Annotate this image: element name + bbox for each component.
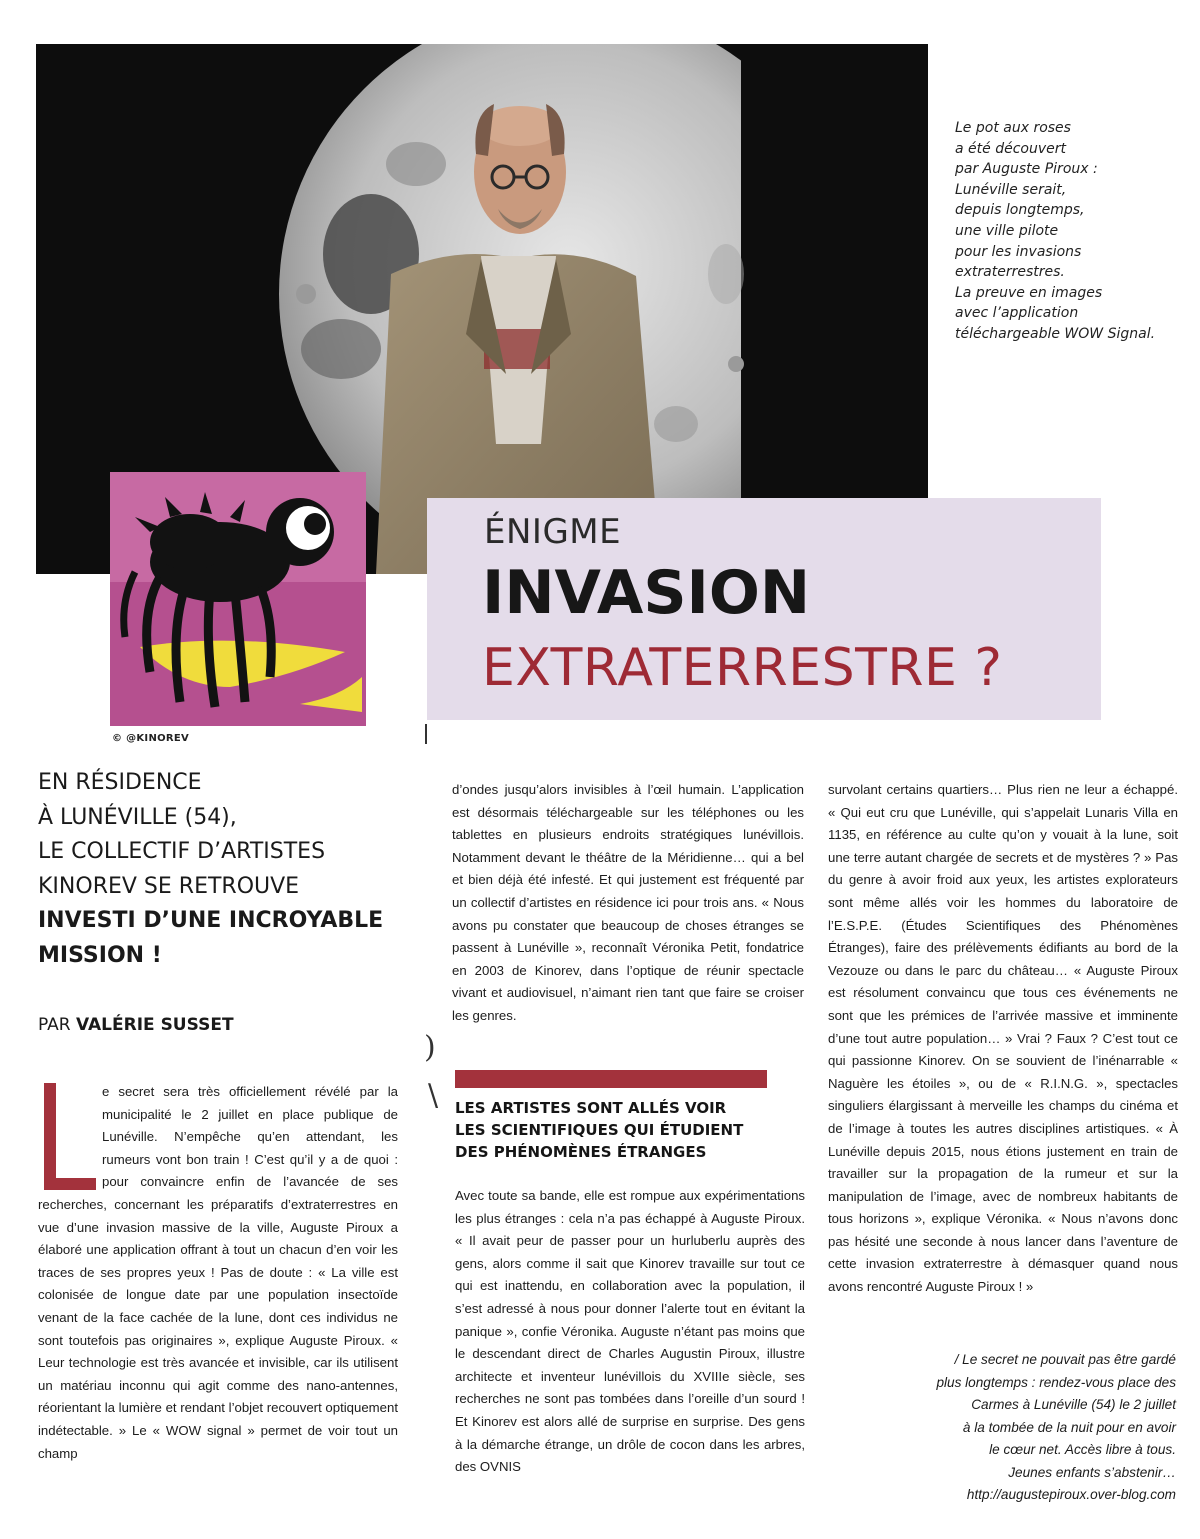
body-column-2: d’ondes jusqu’alors invisibles à l’œil humain. L’application est désormais téléchargeable sur les téléphones ou les tablettes en plusieurs endroits stratégiques lunévillois. Notamment devant le théâtre de la Méridienne… qui a bel et bien déjà été infesté. Et qui justement est fréquenté par un collectif d’artistes en résidence ici pour trois ans. « Nous avons pu constater que beaucoup de choses étranges se passent à Lunéville », reconnaît Véronika Petit, fondatrice en 2003 de Kinorev, dans l’optique de réunir spectacle vivant et audiovisuel, n’aimant rien tant que faire se croiser les genres. bbox=[452, 782, 804, 1023]
subhead-bar bbox=[455, 1070, 767, 1088]
byline bbox=[38, 1015, 234, 1035]
illustration-credit: © @KINOREV bbox=[112, 733, 190, 744]
lede bbox=[38, 766, 408, 973]
title-kicker: ÉNIGME bbox=[484, 512, 622, 552]
byline-prefix: PAR bbox=[38, 1015, 77, 1035]
body-column-1 bbox=[38, 1081, 398, 1465]
brace-mark: ) bbox=[424, 1030, 436, 1065]
subhead: LES ARTISTES SONT ALLÉS VOIR LES SCIENTIFIQUES QUI ÉTUDIENT DES PHÉNOMÈNES ÉTRANGES bbox=[455, 1099, 744, 1161]
insect-image bbox=[110, 472, 366, 726]
insect-illustration bbox=[110, 472, 366, 726]
headline-line-2: EXTRATERRESTRE ? bbox=[482, 638, 1003, 698]
brace-mark: \ bbox=[428, 1078, 439, 1113]
divider-tick bbox=[425, 724, 427, 744]
body-column-1-text: e secret sera très officiellement révélé par la municipalité le 2 juillet en place publique de Lunéville. N’empêche qu’en attendant, les rumeurs vont bon train ! C’est qu’il y a de quoi : pour convaincre enfin de l’avancée de ses recherches, concernant les préparatifs d’extraterrestres en vue d’une invasion massive de la ville, Auguste Piroux a élaboré une application offrant à tout un chacun d’en voir les traces de ses propres yeux ! Pas de doute : « La ville est colonisée de longue date par une population insectoïde venant de la face cachée de la lune, dont ces individus ne sont toutefois pas originaires », explique Auguste Piroux. « Leur technologie est très avancée et invisible, car ils utilisent un matériau inconnu qui agit comme des nano-antennes, réorientant la lumière et rendant l’objet recouvert optiquement indétectable. » Le « WOW signal » permet de voir tout un champ bbox=[38, 1084, 398, 1461]
byline-author: VALÉRIE SUSSET bbox=[76, 1015, 234, 1035]
lede-regular: EN RÉSIDENCE À LUNÉVILLE (54), LE COLLECTIF D’ARTISTES KINOREV SE RETROUVE bbox=[38, 770, 326, 899]
headline-line-1: INVASION bbox=[482, 558, 811, 628]
footnote: / Le secret ne pouvait pas être gardé plus longtemps : rendez-vous place des Carmes à Lunéville (54) le 2 juillet à la tombée de la nuit pour en avoir le cœur net. Accès libre à tous. Jeunes enfants s’abstenir… http://augustepiroux.over-blog.com bbox=[936, 1352, 1176, 1502]
lede-bold: INVESTI D’UNE INCROYABLE MISSION ! bbox=[38, 908, 384, 968]
photo-caption: Le pot aux roses a été découvert par Auguste Piroux : Lunéville serait, depuis longtemps, une ville pilote pour les invasions extraterrestres. La preuve en images avec l’application téléchargeable WOW Signal. bbox=[955, 120, 1156, 342]
body-column-2b: Avec toute sa bande, elle est rompue aux expérimentations les plus étranges : cela n’a pas échappé à Auguste Piroux. « Il avait peur de passer pour un hurluberlu auprès des gens, alors comme il sait que Kinorev travaille sur tout ce qui est inattendu, en collaboration avec la population, il s’est adressé à nous pour donner l’alerte tout en évitant la panique », confie Véronika. Auguste n’étant pas moins que le descendant direct de Charles Augustin Piroux, illustre architecte et inventeur lunévillois du XVIIIe siècle, ses recherches ne sont pas tombées dans l’oreille d’un sourd ! Et Kinorev est alors allé de surprise en surprise. Des gens à la démarche étrange, un drôle de cocon dans les arbres, des OVNIS bbox=[455, 1188, 805, 1475]
body-column-3: survolant certains quartiers… Plus rien ne leur a échappé. « Qui eut cru que Lunéville, qui s’appelait Lunaris Villa en 1135, en référence au culte qu’on y vouait à la lune, soit une terre autant chargée de secrets et de mystères ? » Pas du genre à avoir froid aux yeux, les artistes explorateurs sont même allés voir les hommes du laboratoire de l’E.S.P.E. (Études Scientifiques des Phénomènes Étranges), faire des prélèvements édifiants au bord de la Vezouze ou dans le parc du château… « Auguste Piroux est résolument convaincu que tous ces événements ne sont que les prémices de l’arrivée massive et imminente d’une tout autre population… » Vrai ? Faux ? C’est tout ce qui passionne Kinorev. On se souvient de l’inénarrable « Naguère les étoiles », ou de « R.I.N.G. », spectacles singuliers élargissant à merveille les champs du cinéma et de l’image à toutes les autres disciplines artistiques. « À Lunéville depuis 2015, nous étions justement en train de travailler sur la propagation de la rumeur et sur la manipulation de l’image, avec de nombreux habitants de tous horizons », explique Véronika. « Nous n’avons donc pas hésité une seconde à nous lancer dans l’aventure de cette invasion extraterrestre à démasquer quand nous avons rencontré Auguste Piroux ! » bbox=[828, 782, 1178, 1295]
